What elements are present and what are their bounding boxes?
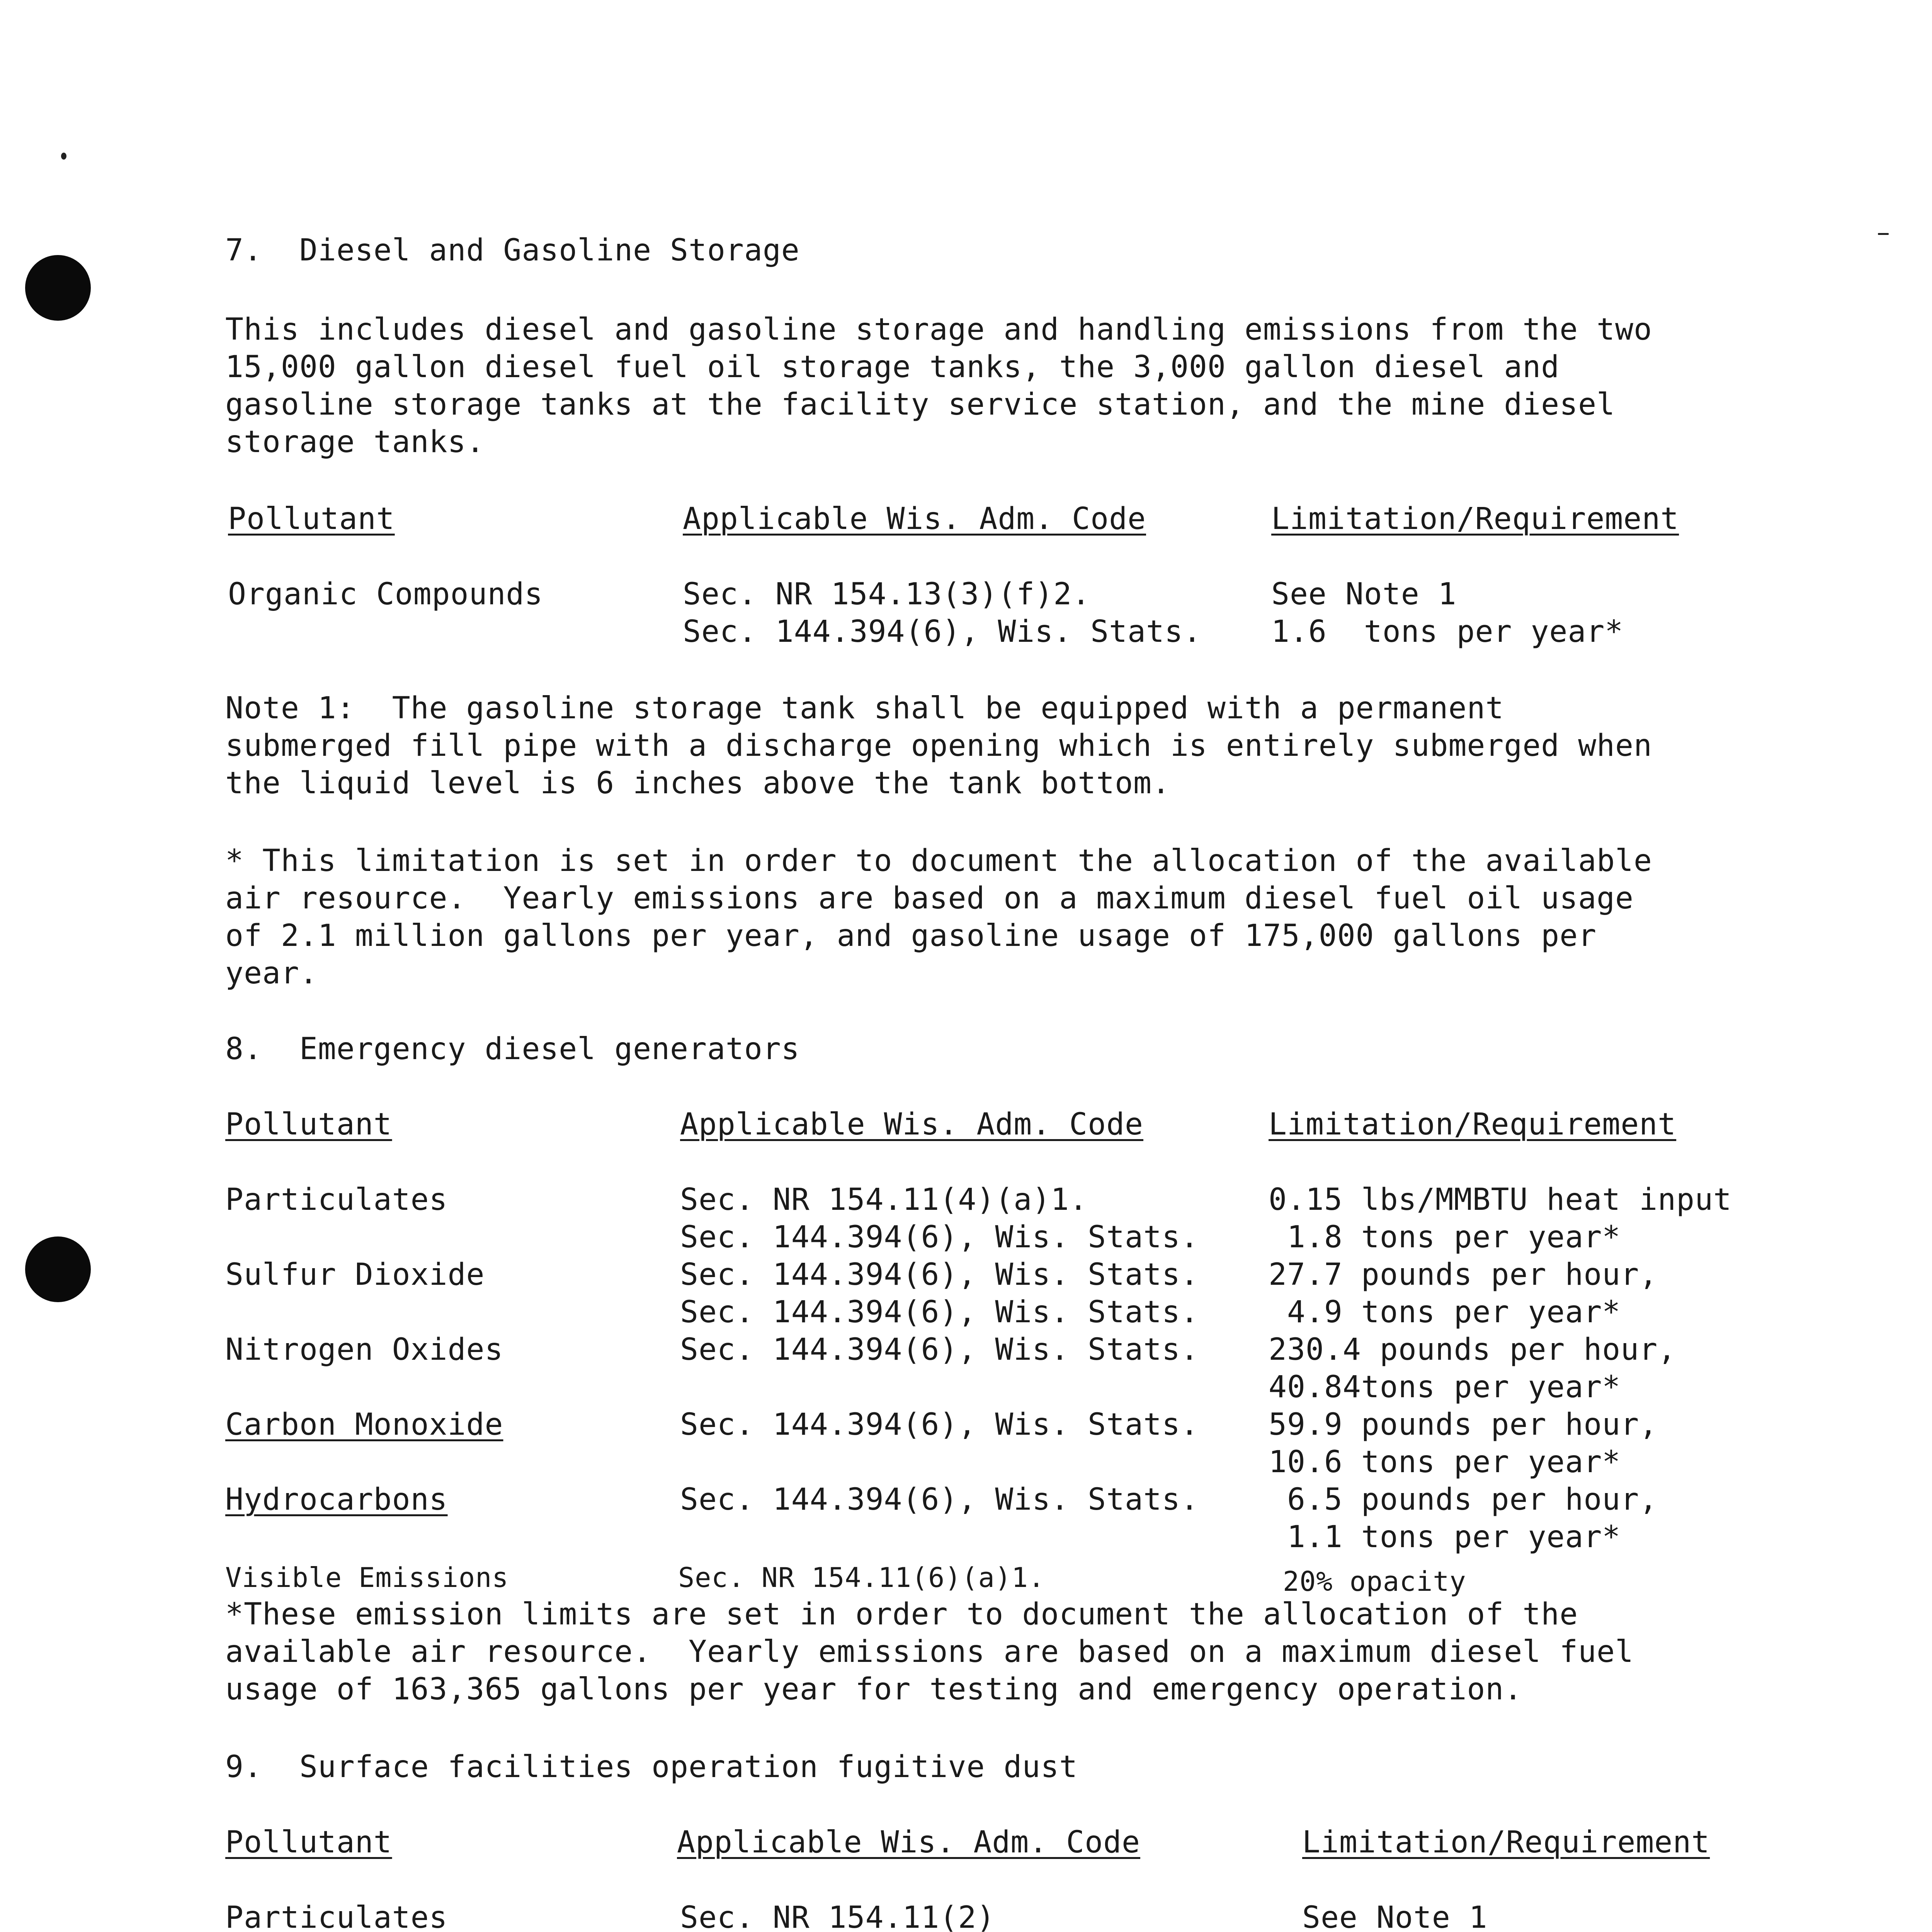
table-cell-code: Sec. 144.394(6), Wis. Stats. <box>680 1332 1199 1367</box>
footnote-line: * This limitation is set in order to document the allocation of the available <box>225 844 1652 878</box>
table-cell-code: Sec. 144.394(6), Wis. Stats. <box>680 1407 1199 1442</box>
footnote-line: *These emission limits are set in order to document the allocation of the <box>225 1597 1578 1632</box>
section-7-intro-line: This includes diesel and gasoline storage and handling emissions from the two <box>225 312 1652 347</box>
table-cell-pollutant: Hydrocarbons <box>225 1482 448 1517</box>
table-cell-code: Sec. 144.394(6), Wis. Stats. <box>680 1295 1199 1330</box>
table-cell-pollutant: Carbon Monoxide <box>225 1407 503 1442</box>
table-cell-limit: 59.9 pounds per hour, <box>1269 1407 1658 1442</box>
speck-mark <box>1878 233 1889 235</box>
section-8-heading: 8. Emergency diesel generators <box>225 1032 800 1066</box>
table-cell-limit: 1.1 tons per year* <box>1269 1520 1621 1554</box>
note-1-line: the liquid level is 6 inches above the tank bottom. <box>225 766 1170 801</box>
table-cell-limit: See Note 1 <box>1271 577 1457 612</box>
column-header-limit: Limitation/Requirement <box>1269 1107 1677 1142</box>
footnote-line: of 2.1 million gallons per year, and gasoline usage of 175,000 gallons per <box>225 918 1597 953</box>
table-cell-code: Sec. 144.394(6), Wis. Stats. <box>680 1482 1199 1517</box>
table-cell-pollutant: Particulates <box>225 1182 448 1217</box>
section-7-intro-line: 15,000 gallon diesel fuel oil storage tanks, the 3,000 gallon diesel and <box>225 350 1560 384</box>
column-header-pollutant: Pollutant <box>225 1107 392 1142</box>
column-header-limit: Limitation/Requirement <box>1302 1825 1710 1860</box>
table-cell-limit: See Note 1 <box>1302 1900 1488 1932</box>
table-cell-limit: 1.6 tons per year* <box>1271 614 1624 649</box>
table-cell-pollutant: Particulates <box>225 1900 448 1932</box>
table-cell-pollutant: Visible Emissions <box>225 1562 509 1594</box>
table-cell-limit: 40.84tons per year* <box>1269 1370 1621 1405</box>
footnote-line: available air resource. Yearly emissions are based on a maximum diesel fuel <box>225 1634 1634 1669</box>
table-cell-code: Sec. NR 154.11(4)(a)1. <box>680 1182 1088 1217</box>
table-cell-code: Sec. 144.394(6), Wis. Stats. <box>680 1257 1199 1292</box>
column-header-code: Applicable Wis. Adm. Code <box>680 1107 1143 1142</box>
footnote-line: year. <box>225 956 318 991</box>
footnote-line: air resource. Yearly emissions are based on a maximum diesel fuel oil usage <box>225 881 1634 916</box>
table-cell-limit: 6.5 pounds per hour, <box>1269 1482 1658 1517</box>
table-cell-limit: 1.8 tons per year* <box>1269 1220 1621 1255</box>
table-cell-limit: 0.15 lbs/MMBTU heat input <box>1269 1182 1732 1217</box>
column-header-code: Applicable Wis. Adm. Code <box>677 1825 1140 1860</box>
column-header-pollutant: Pollutant <box>228 502 395 536</box>
table-cell-pollutant: Sulfur Dioxide <box>225 1257 485 1292</box>
table-cell-code: Sec. NR 154.13(3)(f)2. <box>683 577 1091 612</box>
table-cell-code: Sec. NR 154.11(2) <box>680 1900 995 1932</box>
column-header-limit: Limitation/Requirement <box>1271 502 1679 536</box>
table-cell-limit: 27.7 pounds per hour, <box>1269 1257 1658 1292</box>
note-1-line: Note 1: The gasoline storage tank shall be equipped with a permanent <box>225 691 1504 726</box>
speck-mark <box>61 153 66 160</box>
table-cell-pollutant: Nitrogen Oxides <box>225 1332 503 1367</box>
column-header-pollutant: Pollutant <box>225 1825 392 1860</box>
column-header-code: Applicable Wis. Adm. Code <box>683 502 1146 536</box>
table-cell-limit: 230.4 pounds per hour, <box>1269 1332 1677 1367</box>
section-7-intro-line: storage tanks. <box>225 425 485 459</box>
footnote-line: usage of 163,365 gallons per year for testing and emergency operation. <box>225 1672 1523 1707</box>
table-cell-limit: 20% opacity <box>1283 1566 1466 1597</box>
section-9-heading: 9. Surface facilities operation fugitive dust <box>225 1750 1078 1784</box>
table-cell-code: Sec. NR 154.11(6)(a)1. <box>678 1562 1045 1594</box>
section-7-intro-line: gasoline storage tanks at the facility service station, and the mine diesel <box>225 387 1615 422</box>
section-7-heading: 7. Diesel and Gasoline Storage <box>225 233 800 268</box>
table-cell-limit: 10.6 tons per year* <box>1269 1445 1621 1480</box>
table-cell-code: Sec. 144.394(6), Wis. Stats. <box>683 614 1202 649</box>
table-cell-pollutant: Organic Compounds <box>228 577 543 612</box>
table-cell-code: Sec. 144.394(6), Wis. Stats. <box>680 1220 1199 1255</box>
binder-hole-top <box>25 255 91 321</box>
note-1-line: submerged fill pipe with a discharge opening which is entirely submerged when <box>225 728 1652 763</box>
binder-hole-middle <box>25 1236 91 1302</box>
table-cell-limit: 4.9 tons per year* <box>1269 1295 1621 1330</box>
